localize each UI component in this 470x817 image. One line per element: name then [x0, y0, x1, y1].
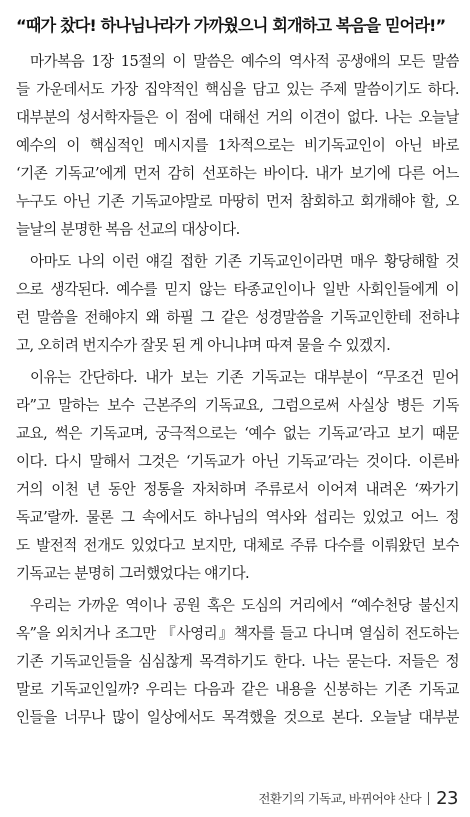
- paragraph-1: [16, 48, 459, 244]
- page-heading-quote: “때가 찼다! 하나님나라가 가까웠으니 회개하고 복음을 믿어라!”: [16, 16, 446, 35]
- page-footer: [258, 786, 458, 810]
- text-line: 아마도 나의 이런 얘길 접한 기존 기독교인이라면 매우 황당해할 것: [30, 253, 459, 270]
- paragraph-3: [16, 364, 459, 588]
- text-line: 라”고 말하는 보수 근본주의 기독교요, 그럼으로써 사실상 병든 기독: [16, 397, 459, 414]
- text-line: 으로 생각된다. 예수를 믿지 않는 타종교인이나 일반 사회인들에게 이: [16, 281, 459, 298]
- text-line: 우리는 가까운 역이나 공원 혹은 도심의 거리에서 “예수천당 불신지: [30, 597, 459, 614]
- running-footer-title: 전환기의 기독교, 바뀌어야 산다: [258, 791, 422, 806]
- text-line: 독교’랄까. 물론 그 속에서도 하나님의 역사와 섭리는 있었고 어느 정: [16, 509, 459, 526]
- text-line: 거의 이천 년 동안 정통을 자처하며 주류로서 이어져 내려온 ‘짜가기: [16, 481, 459, 498]
- text-line: 기존 기독교인들을 심심찮게 목격하기도 한다. 나는 묻는다. 저들은 정: [16, 653, 459, 670]
- footer-divider: [428, 792, 429, 805]
- text-line: 인들을 너무나 많이 일상에서도 목격했을 것으로 본다. 오늘날 대부분: [16, 709, 459, 726]
- page-number: 23: [436, 787, 458, 809]
- text-line: 도 발전적 전개도 있었다고 보지만, 대체로 주류 다수를 이뤄왔던 보수: [16, 537, 459, 554]
- text-line: 이유는 간단하다. 내가 보는 기존 기독교는 대부분이 “무조건 믿어: [30, 369, 459, 386]
- paragraph-2: [16, 248, 459, 360]
- text-line: 이다. 다시 말해서 그것은 ‘기독교가 아닌 기독교’라는 것이다. 이른바: [16, 453, 459, 470]
- text-line: 기독교는 분명히 그러했었다는 얘기다.: [16, 565, 250, 582]
- text-line: 말로 기독교인일까? 우리는 다음과 같은 내용을 신봉하는 기존 기독교: [16, 681, 459, 698]
- text-line: 옥”을 외치거나 조그만 『사영리』책자를 들고 다니며 열심히 전도하는: [16, 625, 459, 642]
- text-line: 교요, 썩은 기독교며, 궁극적으로는 ‘예수 없는 기독교’라고 보기 때문: [16, 425, 459, 442]
- text-line: 마가복음 1장 15절의 이 말씀은 예수의 역사적 공생애의 모든 말씀: [30, 53, 459, 70]
- body-text: [16, 48, 459, 736]
- text-line: 누구도 아닌 기존 기독교야말로 마땅히 먼저 참회하고 회개해야 할, 오: [16, 193, 459, 210]
- text-line: 들 가운데서도 가장 집약적인 핵심을 담고 있는 주제 말씀이기도 하다.: [16, 81, 459, 98]
- text-line: 늘날의 분명한 복음 선교의 대상이다.: [16, 221, 240, 238]
- text-line: ‘기존 기독교’에게 먼저 감히 선포하는 바이다. 내가 보기에 다른 어느: [16, 165, 459, 182]
- text-line: 대부분의 성서학자들은 이 점에 대해선 거의 이견이 없다. 나는 오늘날: [16, 109, 459, 126]
- paragraph-4: [16, 592, 459, 732]
- text-line: 예수의 이 핵심적인 메시지를 1차적으로는 비기독교인이 아닌 바로: [16, 137, 459, 154]
- text-line: 고, 오히려 번지수가 잘못 된 게 아니냐며 따져 물을 수 있겠지.: [16, 337, 391, 354]
- text-line: 런 말씀을 전해야지 왜 하필 그 같은 성경말씀을 기독교인한테 전하냐: [16, 309, 459, 326]
